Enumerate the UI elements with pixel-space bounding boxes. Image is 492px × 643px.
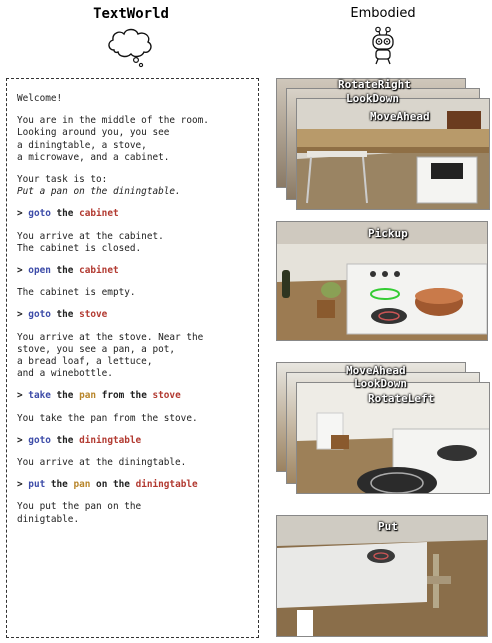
action-label: LookDown (354, 377, 407, 390)
textworld-title: TextWorld (93, 6, 169, 22)
command-text: the (50, 434, 80, 446)
log-command (17, 208, 248, 220)
command-text: > (17, 390, 29, 402)
panel-stack-2 (276, 221, 490, 343)
log-gap (17, 299, 248, 309)
log-line: a diningtable, a stove, (17, 139, 147, 151)
command-text: > (17, 208, 29, 220)
log-command (17, 309, 248, 321)
log-gap (17, 380, 248, 390)
log-gap (17, 221, 248, 231)
scene-diningtable-put (276, 515, 488, 637)
action-label: LookDown (346, 92, 399, 105)
command-text: > (17, 434, 29, 446)
thought-cloud-icon (104, 24, 156, 70)
log-line: The cabinet is closed. (17, 242, 142, 254)
command-text: from the (96, 390, 153, 402)
log-line: You arrive at the stove. Near the (17, 331, 204, 343)
command-verb: take (28, 390, 51, 402)
command-object: cabinet (79, 208, 119, 220)
log-line: You are in the middle of the room. (17, 115, 209, 127)
log-command (17, 265, 248, 277)
command-verb: put (28, 479, 46, 491)
panel-stack-1 (276, 78, 490, 212)
log-gap (17, 277, 248, 287)
robot-icon (368, 26, 398, 66)
log-line: You put the pan on the (17, 501, 142, 513)
command-object: stove (79, 309, 108, 321)
log-line: The cabinet is empty. (17, 287, 136, 299)
log-line: Your task is to: (17, 174, 108, 186)
action-label: MoveAhead (370, 110, 430, 123)
command-text: > (17, 309, 29, 321)
command-text: > (17, 265, 29, 277)
log-command (17, 390, 248, 402)
log-line: You arrive at the cabinet. (17, 230, 164, 242)
log-command (17, 435, 248, 447)
command-text: the (50, 208, 80, 220)
log-gap (17, 105, 248, 115)
command-verb: goto (28, 309, 51, 321)
command-verb: goto (28, 208, 51, 220)
command-text: > (17, 479, 29, 491)
log-line: You arrive at the diningtable. (17, 457, 187, 469)
command-text: the (45, 479, 74, 491)
action-label: Pickup (368, 227, 408, 240)
command-object: stove (152, 390, 181, 402)
command-text: on the (90, 479, 136, 491)
log-gap (17, 447, 248, 457)
log-line: You take the pan from the stove. (17, 412, 198, 424)
textworld-log (6, 78, 259, 638)
log-gap (17, 255, 248, 265)
command-text: the (50, 265, 80, 277)
log-gap (17, 491, 248, 501)
command-object: cabinet (79, 265, 119, 277)
log-gap (17, 322, 248, 332)
embodied-title: Embodied (350, 6, 416, 21)
action-label: RotateRight (338, 78, 411, 91)
command-item: pan (73, 479, 91, 491)
log-line: a bread loaf, a lettuce, (17, 356, 153, 368)
log-line: dinigtable. (17, 513, 80, 525)
command-item: pan (79, 390, 97, 402)
log-line: and a winebottle. (17, 368, 113, 380)
command-text: the (50, 390, 80, 402)
log-gap (17, 425, 248, 435)
panel-stack-3 (276, 362, 490, 496)
action-label: RotateLeft (368, 392, 435, 405)
action-label: Put (378, 520, 398, 533)
command-object: diningtable (79, 434, 142, 446)
panel-stack-4 (276, 515, 490, 639)
task-description: Put a pan on the diningtable. (17, 186, 181, 198)
log-line: Looking around you, you see (17, 127, 170, 139)
log-gap (17, 164, 248, 174)
command-verb: open (28, 265, 51, 277)
log-gap (17, 469, 248, 479)
command-text: the (50, 309, 80, 321)
log-line: stove, you see a pan, a pot, (17, 343, 176, 355)
log-gap (17, 403, 248, 413)
command-object: diningtable (135, 479, 198, 491)
log-command (17, 479, 248, 491)
command-verb: goto (28, 434, 51, 446)
log-line: Welcome! (17, 93, 63, 104)
log-line: a microwave, and a cabinet. (17, 151, 170, 163)
action-label: MoveAhead (346, 364, 406, 377)
log-gap (17, 198, 248, 208)
